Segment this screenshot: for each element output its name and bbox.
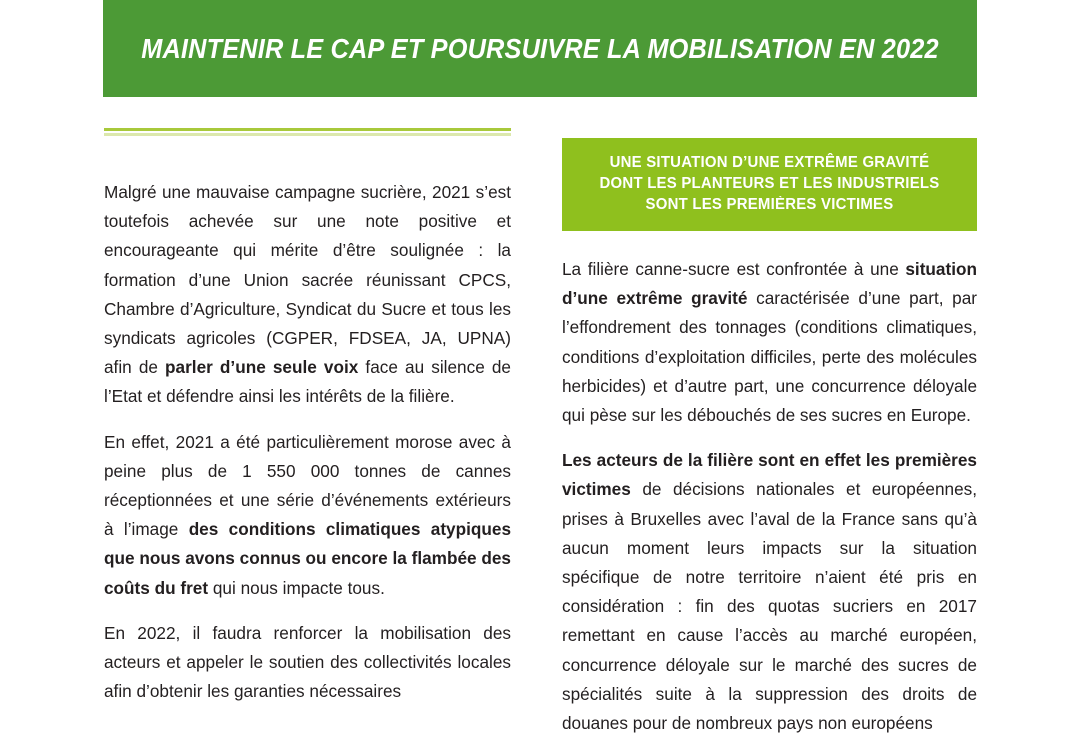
- divider-rule-bottom: [104, 133, 511, 136]
- section-divider-rules: [104, 128, 511, 136]
- paragraph: [562, 255, 977, 430]
- emphasis-text: parler d’une seule voix: [165, 357, 359, 378]
- paragraph: [104, 178, 511, 412]
- paragraph: [104, 428, 511, 603]
- body-text: face au silence de l’Etat et défendre ainsi les intérêts de la filière.: [104, 357, 511, 407]
- body-text: de décisions nationales et européennes, prises à Bruxelles avec l’aval de la France sans qu’à aucun moment leurs impacts sur la situation spécifique de notre territoire n’aient été pris en considération : fin des quotas sucriers en 2017 remettant en cause l’accès au marché européen, concurrence déloyale sur le marché des sucres de spécialités suite à la suppression des droits de douanes pour de nombreux pays non européens: [562, 479, 977, 734]
- page-title: MAINTENIR LE CAP ET POURSUIVRE LA MOBILISATION EN 2022: [141, 33, 939, 64]
- body-text: qui nous impacte tous.: [208, 577, 385, 598]
- body-text: En effet, 2021 a été particulièrement morose avec à peine plus de 1 550 000 tonnes de cannes réceptionnées et une série d’événements extérieurs à l’image: [104, 431, 511, 540]
- right-column: [562, 138, 977, 738]
- body-text: Malgré une mauvaise campagne sucrière, 2021 s’est toutefois achevée sur une note positive et encourageante qui mérite d’être soulignée : la formation d’une Union sacrée réunissant CPCS, Chambre d’Agriculture, Syndicat du Sucre et tous les syndicats agricoles (CGPER, FDSEA, JA, UPNA) afin de: [104, 182, 511, 378]
- section-heading-box: [562, 138, 977, 231]
- body-text: caractérisée d’une part, par l’effondrement des tonnages (conditions climatiques, conditions d’exploitation difficiles, perte des molécules herbicides) et d’autre part, une concurrence déloyale qui pèse sur les débouchés de ses sucres en Europe.: [562, 288, 977, 426]
- body-text: En 2022, il faudra renforcer la mobilisation des acteurs et appeler le soutien des collectivités locales afin d’obtenir les garanties nécessaires: [104, 622, 511, 702]
- left-column: [104, 128, 511, 706]
- section-heading-line: DONT LES PLANTEURS ET LES INDUSTRIELS: [599, 175, 940, 192]
- section-heading-line: UNE SITUATION D’UNE EXTRÊME GRAVITÉ: [609, 154, 930, 171]
- paragraph: [562, 446, 977, 738]
- emphasis-text: situation d’une extrême gravité: [562, 259, 977, 309]
- body-text: La filière canne-sucre est confrontée à une: [562, 259, 906, 279]
- section-heading-line: SONT LES PREMIÈRES VICTIMES: [645, 196, 894, 213]
- paragraph: [104, 619, 511, 707]
- emphasis-text: des conditions climatiques atypiques que nous avons connus ou encore la flambée des coûts du fret: [104, 519, 511, 598]
- emphasis-text: Les acteurs de la filière sont en effet les premières victimes: [562, 450, 977, 500]
- page-header-banner: [103, 0, 977, 97]
